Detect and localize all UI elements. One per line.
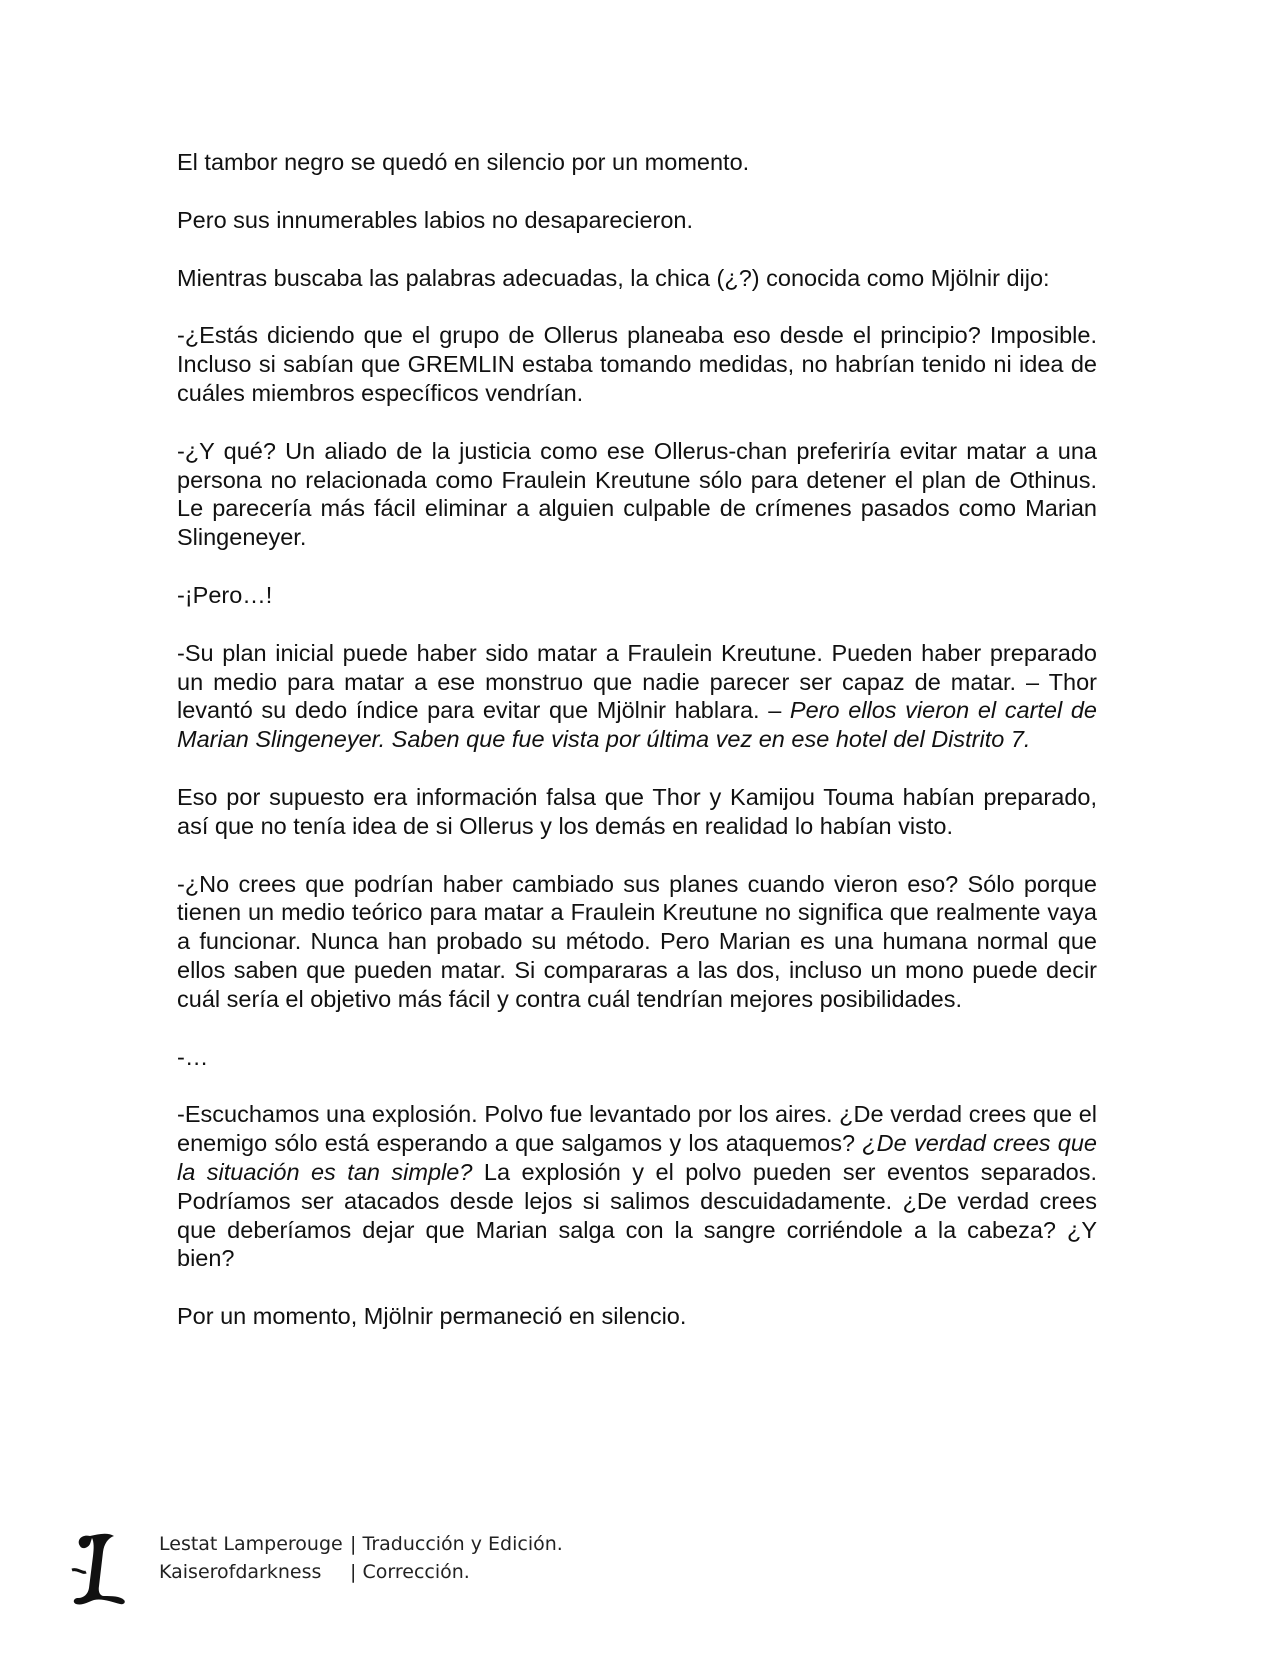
paragraph	[177, 1302, 1097, 1331]
paragraph-italic-text: ¿De verdad crees que la situación es tan simple?	[177, 1130, 1097, 1185]
paragraph	[177, 321, 1097, 407]
document-body	[177, 148, 1097, 1360]
paragraph-text: Eso por supuesto era información falsa que Thor y Kamijou Touma habían preparado, así que no tenía idea de si Ollerus y los demás en realidad lo habían visto.	[177, 783, 1097, 839]
paragraph	[177, 264, 1097, 293]
paragraph-text: -¿Estás diciendo que el grupo de Ollerus planeaba eso desde el principio? Imposible. Incluso si sabían que GREMLIN estaba tomando medidas, no habrían tenido ni idea de cuáles miembros específicos vendrían.	[177, 322, 1097, 406]
paragraph-text: -¿No crees que podrían haber cambiado sus planes cuando vieron eso? Sólo porque tienen un medio teórico para matar a Fraulein Kreutune no significa que realmente vaya a funcionar. Nunca han probado su método. Pero Marian es una humana normal que ellos saben que pueden matar. Si compararas a las dos, incluso un mono puede decir cuál sería el objetivo más fácil y contra cuál tendrían mejores posibilidades.	[177, 870, 1097, 1012]
credit-role: Corrección.	[362, 1561, 470, 1583]
paragraph	[177, 206, 1097, 235]
paragraph-text: Pero sus innumerables labios no desaparecieron.	[177, 206, 694, 233]
credit-name: Kaiserofdarkness	[159, 1561, 322, 1583]
credit-role: Traducción y Edición.	[362, 1533, 563, 1555]
paragraph	[177, 1043, 1097, 1072]
paragraph	[177, 783, 1097, 841]
paragraph	[177, 639, 1097, 754]
paragraph	[177, 870, 1097, 1014]
paragraph-text: -¿Y qué? Un aliado de la justicia como ese Ollerus-chan preferiría evitar matar a una persona no relacionada como Fraulein Kreutune sólo para detener el plan de Othinus. Le parecería más fácil eliminar a alguien culpable de crímenes pasados como Marian Slingeneyer.	[177, 437, 1097, 551]
credit-row	[159, 1530, 563, 1558]
credits-block	[159, 1530, 563, 1586]
paragraph	[177, 437, 1097, 552]
paragraph	[177, 1100, 1097, 1273]
paragraph	[177, 581, 1097, 610]
paragraph	[177, 148, 1097, 177]
paragraph-text: -…	[177, 1043, 209, 1070]
credit-separator: |	[350, 1533, 357, 1555]
paragraph-italic-text: Pero ellos vieron el cartel de Marian Slingeneyer. Saben que fue vista por última vez en ese hotel del Distrito 7.	[177, 697, 1098, 753]
paragraph-text: -¡Pero…!	[177, 581, 273, 608]
paragraph-text: Por un momento, Mjölnir permaneció en silencio.	[177, 1303, 687, 1330]
gothic-letter-L-logo-icon	[68, 1530, 128, 1610]
paragraph-text: Mientras buscaba las palabras adecuadas, la chica (¿?) conocida como Mjölnir dijo:	[177, 264, 1050, 291]
paragraph-text: El tambor negro se quedó en silencio por un momento.	[177, 149, 750, 175]
credit-separator: |	[350, 1561, 357, 1583]
credit-row	[159, 1558, 563, 1586]
credit-name: Lestat Lamperouge	[159, 1533, 343, 1555]
paragraph-text: La explosión y el polvo pueden ser eventos separados. Podríamos ser atacados desde lejos si salimos descuidadamente. ¿De verdad crees que deberíamos dejar que Marian salga con la sangre corriéndole a la cabeza? ¿Y bien?	[177, 1158, 1097, 1272]
paragraph-text: -Su plan inicial puede haber sido matar a Fraulein Kreutune. Pueden haber preparado un medio para matar a ese monstruo que nadie parecer ser capaz de matar. – Thor levantó su dedo índice para evitar que Mjölnir hablara. –	[177, 639, 1097, 724]
paragraph-text: -Escuchamos una explosión. Polvo fue levantado por los aires. ¿De verdad crees que el enemigo sólo está esperando a que salgamos y los ataquemos?	[177, 1101, 1097, 1157]
page-footer	[68, 1530, 768, 1610]
